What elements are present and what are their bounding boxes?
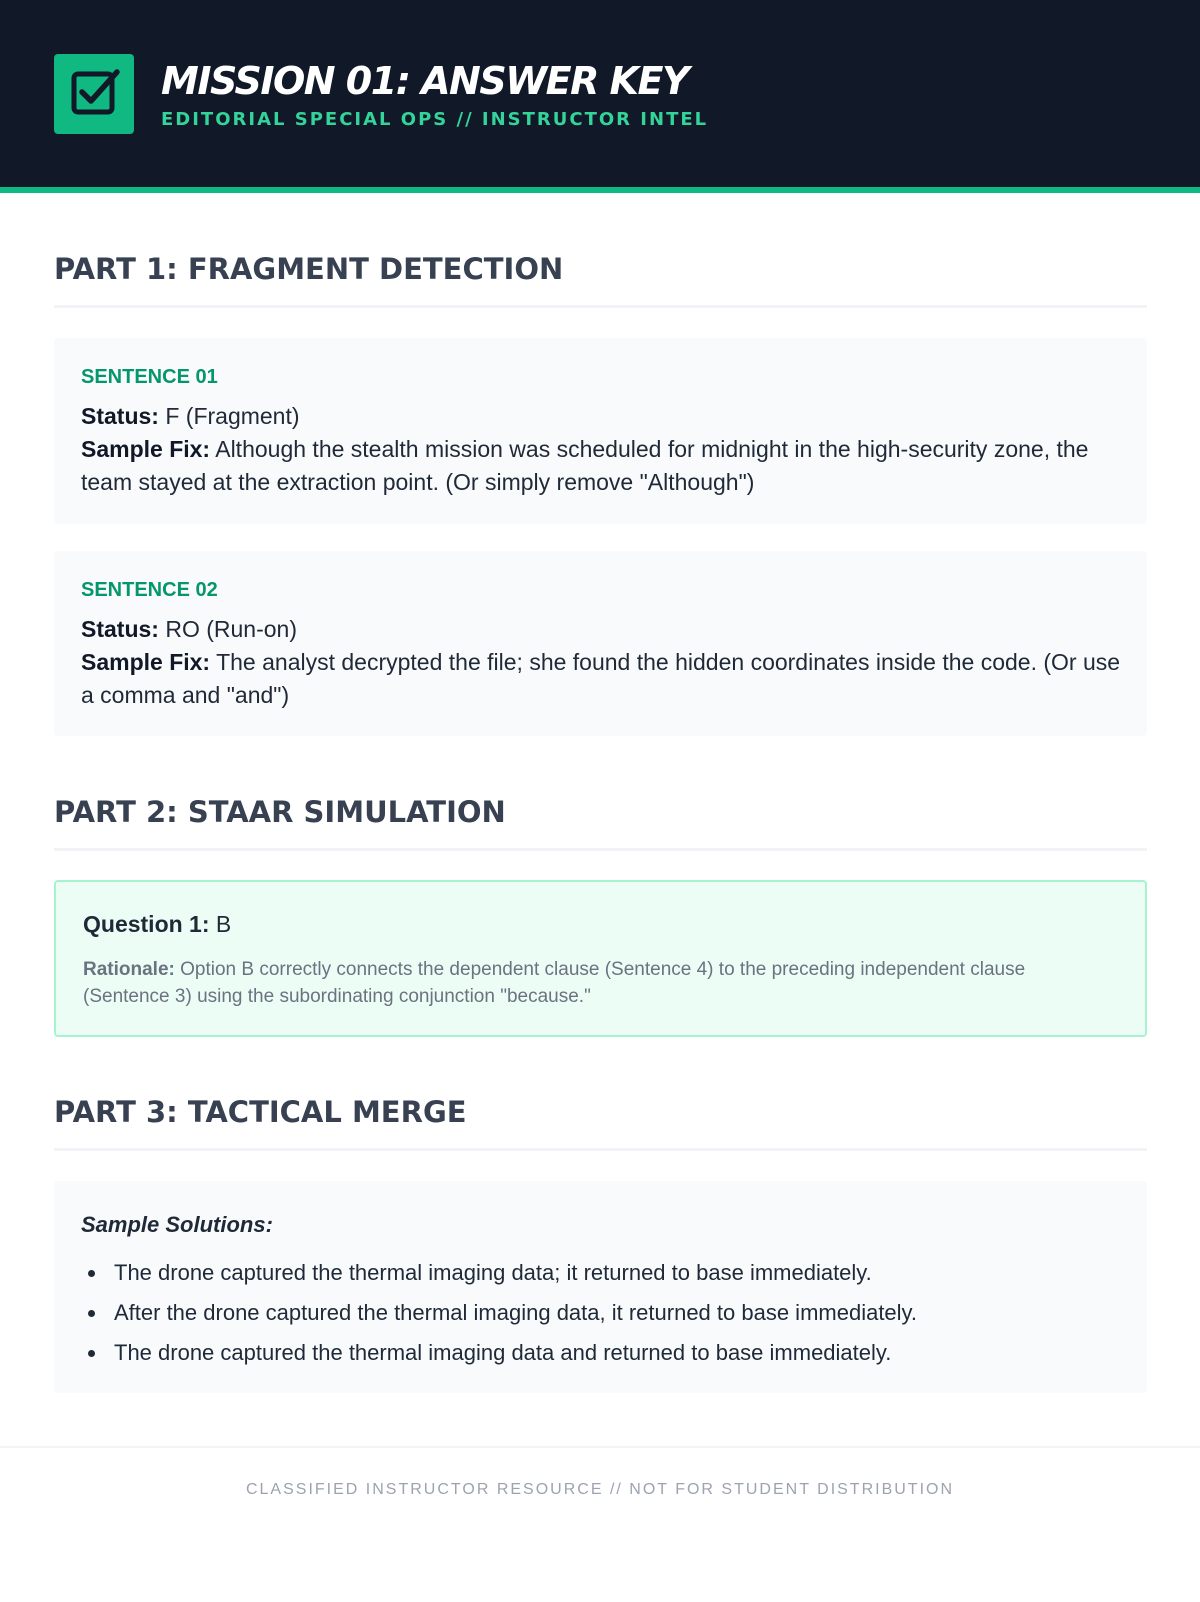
page-header xyxy=(0,0,1200,193)
fix-line xyxy=(81,646,1125,712)
bullet-icon xyxy=(88,1310,95,1317)
question-line xyxy=(83,909,231,939)
status-value: F (Fragment) xyxy=(165,403,300,429)
footer-text: CLASSIFIED INSTRUCTOR RESOURCE // NOT FOR STUDENT DISTRIBUTION xyxy=(245,1481,955,1498)
rationale-text xyxy=(83,956,1115,1010)
fix-label: Sample Fix: xyxy=(81,649,211,675)
status-label: Status: xyxy=(81,403,159,429)
status-line xyxy=(81,613,1125,646)
part1-title: PART 1: FRAGMENT DETECTION xyxy=(54,247,1147,308)
fix-label: Sample Fix: xyxy=(81,436,211,462)
bullet-icon xyxy=(88,1350,95,1357)
question-answer: B xyxy=(215,911,232,937)
list-item: The drone captured the thermal imaging data; it returned to base immediately. xyxy=(81,1253,917,1293)
sentence-card-01 xyxy=(54,338,1147,524)
question-label: Question 1: xyxy=(83,911,210,937)
rationale-label: Rationale: xyxy=(83,959,175,980)
fix-value: The analyst decrypted the file; she found the hidden coordinates inside the code. (Or use a comma and "and") xyxy=(81,649,1121,708)
checkbox-checked-icon xyxy=(54,54,134,134)
sentence-label: SENTENCE 01 xyxy=(81,366,218,388)
solutions-list xyxy=(81,1253,917,1373)
status-line xyxy=(81,400,1125,433)
page-footer xyxy=(0,1446,1200,1602)
status-value: RO (Run-on) xyxy=(165,616,297,642)
rationale-value: Option B correctly connects the dependent clause (Sentence 4) to the preceding independent clause (Sentence 3) using the subordinating conjunction "because." xyxy=(83,959,1026,1007)
sentence-label: SENTENCE 02 xyxy=(81,579,218,601)
fix-line xyxy=(81,433,1125,499)
solutions-card xyxy=(54,1181,1147,1393)
fix-value: Although the stealth mission was scheduled for midnight in the high-security zone, the team stayed at the extraction point. (Or simply remove "Although") xyxy=(81,436,1089,495)
sentence-card-02 xyxy=(54,551,1147,736)
bullet-icon xyxy=(88,1270,95,1277)
answer-card xyxy=(54,880,1147,1037)
page-subtitle: EDITORIAL SPECIAL OPS // INSTRUCTOR INTEL xyxy=(161,109,709,130)
status-label: Status: xyxy=(81,616,159,642)
page-title: MISSION 01: ANSWER KEY xyxy=(161,59,688,103)
solutions-title: Sample Solutions: xyxy=(81,1212,273,1237)
list-item: The drone captured the thermal imaging data and returned to base immediately. xyxy=(81,1333,917,1373)
part2-title: PART 2: STAAR SIMULATION xyxy=(54,790,1147,851)
part3-title: PART 3: TACTICAL MERGE xyxy=(54,1090,1147,1151)
list-item: After the drone captured the thermal imaging data, it returned to base immediately. xyxy=(81,1293,917,1333)
